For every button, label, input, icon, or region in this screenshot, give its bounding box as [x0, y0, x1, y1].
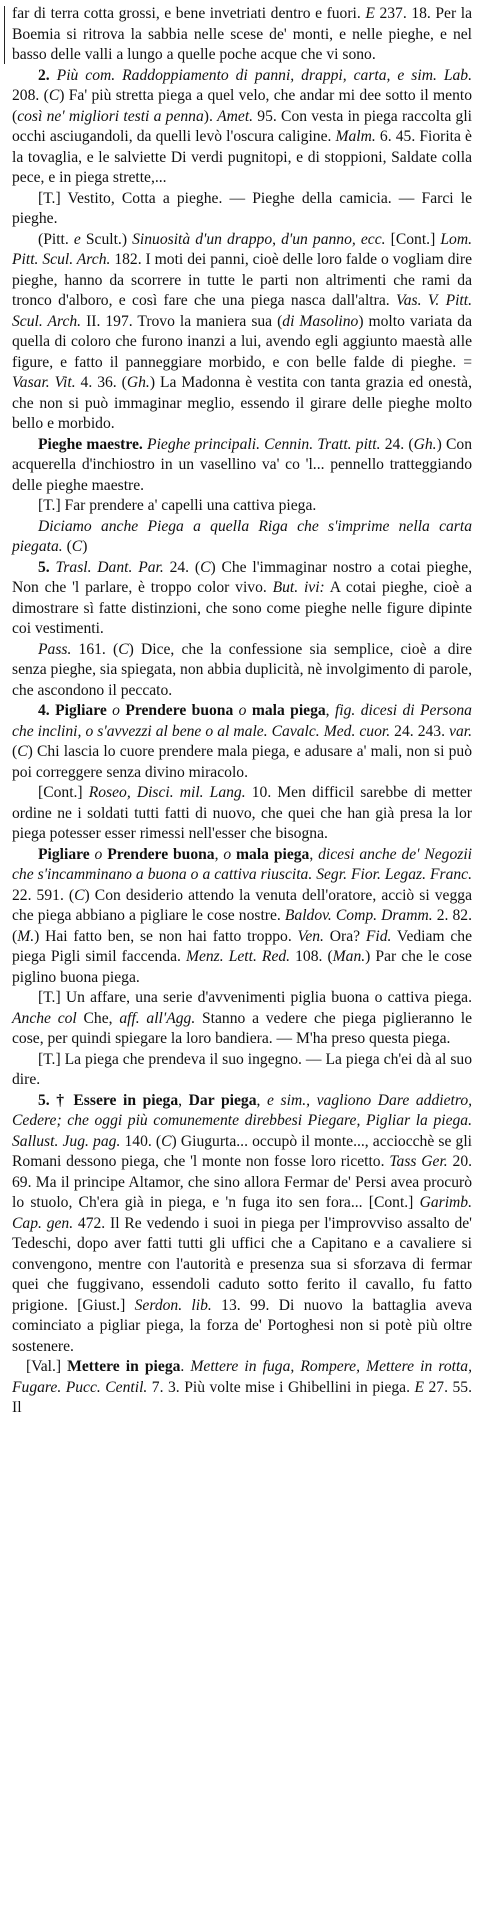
body-text: Scult.): [80, 230, 133, 248]
entry-paragraph: [12, 4, 472, 66]
italic-text: d'un panno, ecc.: [281, 230, 386, 248]
body-text: ,: [272, 230, 282, 248]
body-text: 22. 591. (: [12, 886, 75, 904]
italic-text: Più com. Raddoppiamento di panni, drappi, carta, e sim. Lab.: [56, 66, 472, 84]
entry-headword: 5. † Essere in piega: [38, 1091, 179, 1109]
body-text: ) Chi lascia lo cuore prendere mala piega, e adusare a' mali, non si può poi correggere senza divino miracolo.: [12, 743, 472, 781]
body-text: [T.] Un affare, una serie d'avvenimenti piglia buona o cattiva piega.: [38, 989, 472, 1006]
entry-paragraph: [12, 230, 472, 435]
body-text: 161. (: [71, 640, 119, 658]
italic-text: C: [71, 538, 83, 555]
body-text: [T.] Far prendere a' capelli una cattiva piega.: [38, 497, 317, 514]
italic-text: Garimb. Cap. gen.: [12, 1194, 472, 1232]
body-text: 24. 243.: [390, 722, 450, 740]
body-text: ) Fa' più stretta piega a quel velo, che andar mi dee sotto il mento (: [12, 87, 472, 125]
body-text: ,: [309, 845, 319, 863]
italic-text: Gh.: [126, 374, 150, 391]
italic-text: o: [223, 845, 232, 863]
italic-text: Ven.: [297, 927, 324, 945]
entry-headword: Mettere in piega: [67, 1358, 181, 1375]
italic-text: e sim., vagliono Dare addietro, Cedere; che oggi più comunemente direbbesi Piegare, Pigliar la piega. Sallust. Jug. pag.: [12, 1091, 473, 1150]
italic-text: così ne' migliori testi a penna: [17, 107, 204, 125]
italic-text: But. ivi:: [272, 579, 325, 596]
entry-paragraph: [12, 435, 472, 497]
body-text: [T.] La piega che prendeva il suo ingegno. — La piega ch'ei dà al suo dire.: [12, 1050, 472, 1088]
body-text: 472. Il Re vedendo i suoi in piega per l'improvviso assalto de' Tedeschi, dopo aver fatti tutti gli uffici che a Capitano e a cavaliere si convengono, mentre con l'autorità e presenza sua si sforzava di fermar quei che fuggivano, essendoli caduto sotto ferito il cavallo, fu fatto prigione. [Giust.]: [12, 1214, 472, 1314]
body-text: ) Che l'immaginar nostro a cotai pieghe, Non che 'l parlare, è troppo color vivo.: [12, 558, 473, 596]
entry-content: [12, 4, 472, 1419]
body-text: II. 197. Trovo la maniera sua (: [81, 312, 283, 330]
italic-text: Malm.: [335, 128, 376, 145]
italic-text: aff. all'Agg.: [119, 1009, 196, 1027]
italic-text: Amet.: [217, 107, 254, 125]
italic-text: Gh.: [413, 435, 437, 453]
italic-text: C: [17, 743, 28, 760]
body-text: ) Con desiderio attendo la venuta dell'oratore, acciò si vegga che piega abbiano a pigliare le cose nostre.: [12, 886, 472, 924]
body-text: 7. 3. Più volte mise i Ghibellini in piega.: [147, 1378, 415, 1396]
body-text: 24. (: [380, 435, 414, 453]
body-text: [Cont.]: [38, 784, 89, 801]
italic-text: Vasar. Vit.: [12, 374, 76, 391]
italic-text: C: [161, 1132, 172, 1150]
body-text: (: [12, 743, 18, 760]
body-text: far di terra cotta grossi, e bene invetriati dentro e fuori.: [12, 5, 366, 22]
italic-text: di Masolino: [282, 312, 359, 330]
body-text: [Val.]: [26, 1358, 68, 1375]
italic-text: Anche col: [12, 1009, 77, 1027]
entry-headword: Prendere buona: [102, 845, 215, 863]
body-text: 140. (: [120, 1132, 162, 1150]
entry-paragraph: [12, 1091, 472, 1358]
body-text: 10. Men difficil sarebbe di metter ordine ne i soldati tutti fatti di nuovo, che quei che han già presa la lor piega potesser esser rimessi nell'esser che bisogna.: [12, 784, 473, 842]
italic-text: o: [112, 702, 120, 719]
entry-headword: 5.: [38, 558, 56, 576]
italic-text: C: [200, 558, 211, 576]
body-text: ): [82, 538, 88, 555]
body-text: ,: [325, 702, 335, 719]
body-text: ) Par che le cose piglino buona piega.: [12, 948, 472, 986]
entry-headword: Pigliare: [38, 845, 95, 863]
italic-text: Fid.: [365, 927, 392, 945]
body-text: ,: [214, 845, 224, 863]
entry-headword: Prendere buona: [119, 702, 239, 719]
margin-rule: [4, 6, 5, 64]
body-text: 20. 69. Ma il principe Altamor, che sino allora Fermar de' Persi avea procurò lo stuolo, Ch'era già in piega, e 'n fuga ito sen fora... [Cont.]: [12, 1153, 473, 1211]
body-text: ).: [203, 107, 218, 125]
italic-text: o: [238, 702, 247, 719]
body-text: 13. 99. Di nuovo la battaglia aveva cominciato a pigliar piega, la forza de' Portoghesi non si potè più oltre sostenere.: [12, 1296, 472, 1355]
italic-text: Diciamo anche Piega a quella Riga che s'imprime nella carta piegata.: [12, 517, 472, 555]
italic-text: Menz. Lett. Red.: [185, 948, 291, 965]
italic-text: Sinuosità d'un drappo: [132, 230, 273, 248]
italic-text: dicesi anche de' Negozii che s'incamminano a buona o a cattiva riuscita. Segr. Fior. Legaz. Franc.: [12, 845, 473, 883]
italic-text: Pieghe principali. Cennin. Tratt. pitt.: [147, 435, 381, 453]
body-text: A cotai pieghe, cioè a dimostrare sì fatte distinzioni, che sono come pieghe nelle figure dipinte coi vestimenti.: [12, 579, 472, 637]
entry-paragraph: [12, 189, 472, 230]
entry-headword: mala piega: [231, 845, 310, 863]
body-text: 4. 36. (: [75, 374, 127, 391]
entry-headword: Dar piega: [188, 1091, 257, 1109]
body-text: ) molto variata da quella di coloro che furono inanzi a lui, avendo egli aggiunto maestà alle figure, e fatto il panneggiare morbido, e con belle falde di pieghe. =: [12, 312, 472, 371]
italic-text: e: [73, 230, 81, 248]
body-text: 24. (: [163, 558, 201, 576]
body-text: [T.] Vestito, Cotta a pieghe. — Pieghe della camicia. — Farci le pieghe.: [12, 189, 472, 227]
entry-headword: 4. Pigliare: [38, 702, 113, 719]
italic-text: Serdon. lib.: [134, 1296, 212, 1314]
entry-paragraph: [12, 558, 472, 640]
entry-headword: Pieghe maestre.: [38, 435, 148, 453]
italic-text: Pass.: [38, 640, 72, 658]
entry-paragraph: [12, 496, 472, 517]
body-text: 95. Con vesta in piega raccolta gli occhi asciugandoli, da quelli levò l'oscura caligine.: [12, 107, 473, 145]
italic-text: fig. dicesi di Persona che inclini, o s'avvezzi al bene o al male. Cavalc. Med. cuor.: [12, 702, 472, 740]
entry-paragraph: [12, 701, 472, 783]
entry-paragraph: [12, 1357, 472, 1419]
body-text: ) Hai fatto ben, se non hai fatto troppo.: [34, 927, 298, 945]
entry-paragraph: [12, 1050, 472, 1091]
italic-text: C: [118, 640, 129, 658]
body-text: ,: [256, 1091, 268, 1109]
italic-text: Vas. V. Pitt. Scul. Arch.: [12, 292, 472, 330]
body-text: 237. 18. Per la Boemia si ritrova la sabbia nelle scese de' monti, e nelle pieghe, e nel basso delle valli a lungo a quelle poche acque che vi sono.: [12, 5, 472, 63]
body-text: 27. 55. Il: [12, 1378, 472, 1416]
body-text: ,: [178, 1091, 189, 1109]
body-text: (Pitt.: [38, 230, 74, 248]
body-text: (: [62, 538, 72, 555]
body-text: 108. (: [290, 948, 333, 965]
body-text: [Cont.]: [385, 230, 441, 248]
body-text: ) Dice, che la confessione sia semplice, cioè a dire senza pieghe, sia spiegata, non abbia duplicità, nè involgimento di parole, che ascondono il peccato.: [12, 640, 473, 699]
entry-paragraph: [12, 988, 472, 1050]
italic-text: var.: [449, 722, 472, 740]
entry-headword: mala piega: [246, 702, 326, 719]
entry-paragraph: [12, 845, 472, 989]
entry-paragraph: [12, 640, 472, 702]
entry-paragraph: [12, 66, 472, 189]
entry-paragraph: [12, 783, 472, 845]
italic-text: E: [365, 5, 375, 22]
body-text: .: [180, 1358, 191, 1375]
italic-text: E: [414, 1378, 425, 1396]
entry-paragraph: [12, 517, 472, 558]
italic-text: M.: [17, 927, 35, 945]
italic-text: Trasl. Dant. Par.: [55, 558, 164, 576]
italic-text: Man.: [332, 948, 366, 965]
entry-headword: 2.: [38, 66, 57, 84]
body-text: 182. I moti dei panni, cioè delle loro falde o vogliam dire pieghe, hanno da scorrere in tutte le parti non altrimenti che rami da tronco d'alboro, e così fare che una piega nasca dall'altra.: [12, 251, 472, 309]
italic-text: Lom. Pitt. Scul. Arch.: [12, 230, 472, 268]
italic-text: C: [48, 87, 60, 104]
body-text: 2. 82. (: [12, 907, 472, 945]
body-text: Che,: [76, 1009, 120, 1027]
body-text: ) Con acquerella d'inchiostro in un vasellino va' co 'l... pennello tratteggiando delle pieghe maestre.: [12, 435, 472, 494]
body-text: ) Giugurta... occupò il monte..., acciocchè se gli Romani dessono piega, che 'l monte non fosse loro ricetto.: [12, 1132, 472, 1170]
body-text: 208. (: [12, 87, 49, 104]
body-text: ) La Madonna è vestita con tanta grazia ed onestà, che non si può immaginar meglio, essendo il girare delle pieghe molto bello e morbido.: [12, 374, 472, 432]
italic-text: o: [94, 845, 103, 863]
body-text: Vediam che piega Pigli simil faccenda.: [12, 927, 472, 965]
italic-text: Roseo, Disci. mil. Lang.: [88, 784, 246, 801]
italic-text: Tass Ger.: [389, 1153, 448, 1170]
italic-text: C: [74, 886, 85, 904]
body-text: Stanno a vedere che piega piglieranno le cose, per quindi spiegare la loro bandiera. — M'ha preso questa piega.: [12, 1009, 472, 1047]
italic-text: Baldov. Comp. Dramm.: [284, 907, 433, 924]
body-text: 6. 45. Fiorita è la tovaglia, e le salviette Di verdi pugnitopi, e di stoppioni, Saldate colla pece, e in piega strette,...: [12, 128, 472, 186]
body-text: Ora?: [323, 927, 366, 945]
italic-text: Mettere in fuga, Rompere, Mettere in rotta, Fugare. Pucc. Centil.: [12, 1358, 472, 1396]
